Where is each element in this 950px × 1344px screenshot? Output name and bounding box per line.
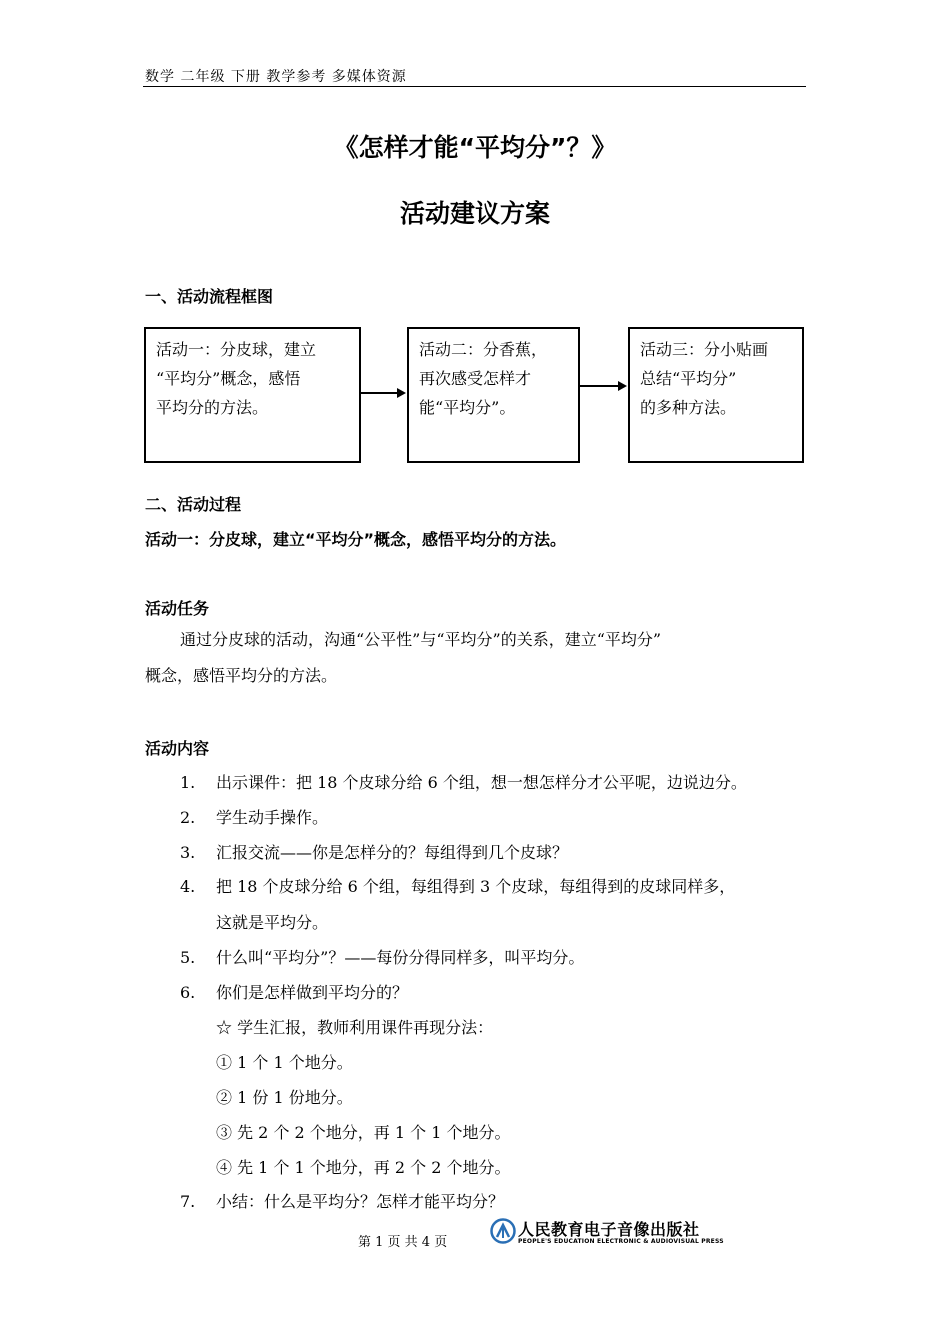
flow-box-1 (144, 327, 361, 463)
publisher-name-en: PEOPLE'S EDUCATION ELECTRONIC & AUDIOVISUAL PRESS (518, 1238, 724, 1245)
list-item-text: 什么叫“平均分”？——每份分得同样多，叫平均分。 (216, 948, 585, 967)
list-item-text: 把 18 个皮球分给 6 个组，每组得到 3 个皮球，每组得到的皮球同样多， (216, 877, 736, 896)
list-item-continuation: 这就是平均分。 (216, 913, 329, 932)
list-item-text: 汇报交流——你是怎样分的？每组得到几个皮球？ (216, 843, 569, 862)
list-item (180, 805, 328, 828)
list-item-text: 小结：什么是平均分？怎样才能平均分？ (216, 1192, 505, 1211)
list-item-number: 7. (180, 1192, 196, 1211)
list-item (180, 840, 568, 863)
sub-list-item: ④ 先 1 个 1 个地分，再 2 个 2 个地分。 (216, 1158, 511, 1177)
page-subtitle: 活动建议方案 (399, 199, 550, 228)
page-title: 《怎样才能“平均分”？》 (333, 133, 617, 162)
list-item (180, 980, 408, 1003)
publisher-logo-icon (490, 1218, 516, 1244)
flow-arrow-1 (361, 392, 398, 394)
list-item-number: 3. (180, 843, 196, 862)
sub-list-item: ③ 先 2 个 2 个地分，再 1 个 1 个地分。 (216, 1123, 511, 1142)
flow-box-2-line: 能“平均分”。 (419, 398, 516, 417)
content-heading: 活动内容 (145, 739, 210, 758)
arrow-right-icon (618, 381, 627, 391)
flow-box-3-line: 的多种方法。 (640, 398, 737, 417)
flow-box-3-line: 总结“平均分” (640, 369, 737, 388)
flow-box-2-line: 活动二：分香蕉， (419, 340, 548, 359)
flow-box-3 (628, 327, 804, 463)
publisher-name: 人民教育电子音像出版社 (518, 1220, 700, 1239)
flow-box-2-line: 再次感受怎样才 (419, 369, 532, 388)
section1-heading: 一、活动流程框图 (145, 287, 274, 306)
list-item-number: 5. (180, 948, 196, 967)
sub-list-item: ① 1 个 1 个地分。 (216, 1053, 353, 1072)
header-rule (143, 86, 806, 87)
task-paragraph-line: 概念，感悟平均分的方法。 (145, 666, 338, 685)
list-item-number: 2. (180, 808, 196, 827)
document-header: 数学 二年级 下册 教学参考 多媒体资源 (145, 69, 407, 85)
list-item (180, 874, 735, 897)
list-item-number: 6. (180, 983, 196, 1002)
activity-title: 活动一：分皮球，建立“平均分”概念，感悟平均分的方法。 (145, 530, 567, 549)
arrow-right-icon (397, 388, 406, 398)
list-item-text: 学生动手操作。 (216, 808, 329, 827)
list-item-number: 4. (180, 877, 196, 896)
flow-box-1-line: 活动一：分皮球，建立 (156, 340, 317, 359)
sub-list-item: ② 1 份 1 份地分。 (216, 1088, 353, 1107)
flow-box-2 (407, 327, 580, 463)
flow-box-1-line: “平均分”概念，感悟 (156, 369, 301, 388)
list-item (180, 770, 747, 793)
section2-heading: 二、活动过程 (145, 495, 242, 514)
list-item-text: 你们是怎样做到平均分的？ (216, 983, 409, 1002)
flow-box-3-line: 活动三：分小贴画 (640, 340, 769, 359)
list-item (180, 945, 584, 968)
page-number: 第 1 页 共 4 页 (358, 1235, 448, 1250)
list-item-text: 出示课件：把 18 个皮球分给 6 个组，想一想怎样分才公平呢，边说边分。 (216, 773, 747, 792)
sub-list-item: ☆ 学生汇报，教师利用课件再现分法： (216, 1018, 494, 1037)
task-paragraph-line: 通过分皮球的活动，沟通“公平性”与“平均分”的关系，建立“平均分” (180, 630, 662, 649)
flow-arrow-2 (580, 385, 619, 387)
flow-box-1-line: 平均分的方法。 (156, 398, 269, 417)
list-item-number: 1. (180, 773, 196, 792)
list-item (180, 1189, 504, 1212)
task-heading: 活动任务 (145, 599, 210, 618)
